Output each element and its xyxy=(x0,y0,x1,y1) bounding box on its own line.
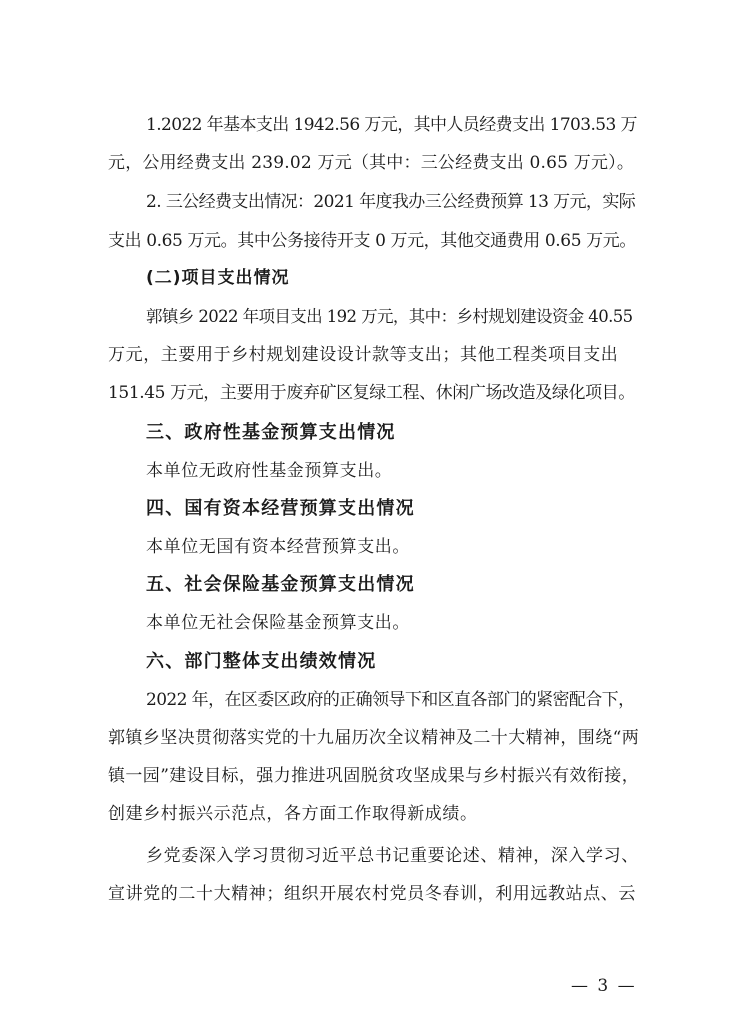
paragraph-three-public-line-1: 2. 三公经费支出情况：2021 年度我办三公经费预算 13 万元，实际 xyxy=(146,192,636,212)
paragraph-social-insurance: 本单位无社会保险基金预算支出。 xyxy=(146,613,410,633)
heading-state-capital: 四、国有资本经营预算支出情况 xyxy=(146,498,415,519)
paragraph-state-capital: 本单位无国有资本经营预算支出。 xyxy=(146,537,410,557)
paragraph-party-study-line-2: 宣讲党的二十大精神；组织开展农村党员冬春训，利用远教站点、云 xyxy=(108,884,636,904)
paragraph-basic-expenditure-line-1: 1.2022 年基本支出 1942.56 万元，其中人员经费支出 1703.53 万 xyxy=(146,115,637,135)
paragraph-performance-line-4: 创建乡村振兴示范点，各方面工作取得新成绩。 xyxy=(108,804,478,824)
heading-social-insurance: 五、社会保险基金预算支出情况 xyxy=(146,574,415,595)
page-number: — 3 — xyxy=(571,976,637,996)
paragraph-performance-line-1: 2022 年，在区委区政府的正确领导下和区直各部门的紧密配合下， xyxy=(146,690,635,710)
paragraph-project-line-3: 151.45 万元，主要用于废弃矿区复绿工程、休闲广场改造及绿化项目。 xyxy=(108,383,635,403)
heading-performance: 六、部门整体支出绩效情况 xyxy=(146,651,377,672)
paragraph-party-study-line-1: 乡党委深入学习贯彻习近平总书记重要论述、精神，深入学习、 xyxy=(146,846,639,866)
heading-government-fund: 三、政府性基金预算支出情况 xyxy=(146,422,396,443)
paragraph-basic-expenditure-line-2: 元，公用经费支出 239.02 万元（其中：三公经费支出 0.65 万元）。 xyxy=(108,153,635,173)
subheading-project-expenditure: (二)项目支出情况 xyxy=(146,268,290,288)
paragraph-performance-line-3: 镇一园”建设目标，强力推进巩固脱贫攻坚成果与乡村振兴有效衔接， xyxy=(108,766,640,786)
paragraph-project-line-1: 郭镇乡 2022 年项目支出 192 万元，其中：乡村规划建设资金 40.55 xyxy=(146,307,633,326)
paragraph-project-line-2: 万元，主要用于乡村规划建设设计款等支出；其他工程类项目支出 xyxy=(108,345,619,365)
paragraph-performance-line-2: 郭镇乡坚决贯彻落实党的十九届历次全议精神及二十大精神，围绕“两 xyxy=(108,728,640,748)
paragraph-three-public-line-2: 支出 0.65 万元。其中公务接待开支 0 万元，其他交通费用 0.65 万元。 xyxy=(108,231,636,251)
paragraph-government-fund: 本单位无政府性基金预算支出。 xyxy=(146,461,393,481)
